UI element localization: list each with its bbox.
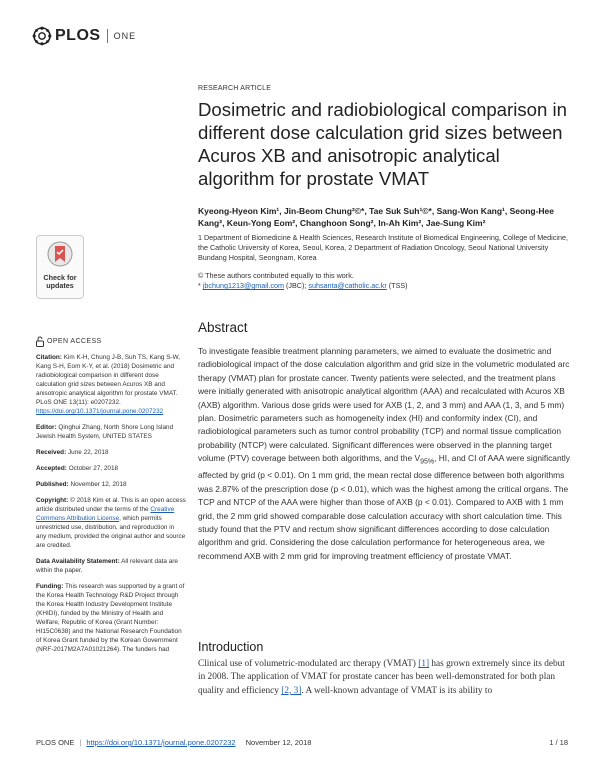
intro-text-part-3: . A well-known advantage of VMAT is its ability to: [301, 685, 493, 696]
accepted-block: [36, 464, 186, 473]
article-title: Dosimetric and radiobiological comparison in different dose calculation grid sizes between Acuros XB and anisotropic analytical algorithm for prostate VMAT: [198, 99, 567, 189]
email-owner-tss: (TSS): [386, 281, 408, 290]
affiliation-1: 1 Department of Biomedicine & Health Sciences, Research Institute of Biomedical Engineering, College of Medicine, the Catholic University of Korea, Seoul, Korea,: [198, 233, 568, 252]
published-label: Published:: [36, 481, 69, 488]
copyright-text: © 2018 Kim et al. This is an open access article distributed under the terms of the: [36, 497, 186, 513]
equal-contribution-note: © These authors contributed equally to this work.: [198, 271, 354, 280]
citation-block: [36, 353, 186, 416]
affiliation-2: 2 Department of Radiation Oncology, Seoul National University Bundang Hospital, Seongnam, Korea: [198, 243, 549, 262]
reference-link-2-3[interactable]: [2, 3]: [281, 685, 302, 696]
abstract-body: [198, 345, 570, 563]
license-link[interactable]: Creative Commons Attribution License: [36, 506, 175, 522]
abstract-heading: Abstract: [198, 320, 248, 335]
editor-label: Editor:: [36, 424, 57, 431]
footer-journal: PLOS ONE: [36, 738, 75, 747]
funding-text: This research was supported by a grant of the Korea Health Technology R&D Project through the Korea Health Industry Development Institute (KHIDI), funded by the Ministry of Health and Welfare, Republic of Korea (Grant Number: HI15C0638) and the National Research Foundation of Korea Grant funded by the Korean Government (NRF-2017M2A7A01021264). The funders had: [36, 583, 185, 653]
journal-brand: PLOS: [55, 27, 101, 44]
open-access-label: [36, 336, 186, 347]
open-lock-icon: [36, 336, 44, 347]
logo-divider: [107, 29, 108, 43]
accepted-date: October 27, 2018: [68, 465, 119, 472]
citation-text: Kim K-H, Chung J-B, Suh TS, Kang S-W, Kang S-H, Eom K-Y, et al. (2018) Dosimetric and radiobiological comparison in different dose calculation grid sizes between Acuros XB and anisotropic analytical algorithm for prostate VMAT. PLoS ONE 13(11): e0207232.: [36, 354, 181, 406]
intro-text-part-2: has grown extremely since its debut in 2008. The application of VMAT for prostate cancer has been well-demonstrated for both plan quality and efficiency: [198, 659, 565, 696]
received-block: [36, 448, 186, 457]
open-access-text: OPEN ACCESS: [47, 338, 102, 345]
correspondence: [198, 281, 568, 291]
v95-subscript: 95%: [420, 458, 435, 466]
funding-block: [36, 582, 186, 654]
data-availability-block: [36, 557, 186, 575]
received-date: June 22, 2018: [67, 449, 109, 456]
article-type: RESEARCH ARTICLE: [198, 85, 272, 92]
abstract-text-part-1: To investigate feasible treatment planning parameters, we aimed to evaluate the dosimetric and radiobiological impact of the dose calculation algorithm and grid size in the volumetric modulated arc therapy (VMAT) plan for prostate cancer. Twenty patients were selected, and the treatment plans were initially generated with anisotropic analytical algorithm (AAA) and recalculated with Acuros XB (AXB) algorithm. Various dose grids were used for AXB (1, 2, and 3 mm) and AAA (1, 3, and 5 mm) plan. Dosimetric parameters such as homogeneity index (HI) and conformity index (CI), and radiobiological parameters such as tumor control probability (TCP) and normal tissue complication probability (NTCP) were calculated. Significant differences were observed in the planning target volume (PTV) coverage between both algorithms, and the V: [198, 346, 570, 464]
footer-doi-link[interactable]: https://doi.org/10.1371/journal.pone.0207232: [86, 738, 236, 747]
email-link-jbc[interactable]: jbchung1213@gmail.com: [202, 281, 285, 290]
journal-name: ONE: [113, 31, 137, 41]
intro-text-part-1: Clinical use of volumetric-modulated arc therapy (VMAT): [198, 659, 419, 669]
editor-text: Qinghui Zhang, North Shore Long Island Jewish Health System, UNITED STATES: [36, 424, 174, 440]
introduction-body: [198, 658, 570, 698]
citation-label: Citation:: [36, 354, 62, 361]
article-info-sidebar: [36, 336, 186, 661]
copyright-text-end: , which permits unrestricted use, distribution, and reproduction in any medium, provided the original author and source are credited.: [36, 515, 186, 549]
page-footer: [36, 738, 568, 747]
check-for-updates-button[interactable]: [36, 235, 84, 299]
published-date: November 12, 2018: [70, 481, 127, 488]
affiliations: [198, 233, 568, 263]
plos-one-logo: [32, 26, 136, 46]
abstract-text-part-2: , HI, and CI of AAA were significantly affected by grid (p < 0.01). On 1 mm grid, the mean rectal dose difference between both algorithms was 2.87% of the prescription dose (p < 0.01), which was the highest among the critical organs. The TCP and NTCP of the AAA were higher than those of AXB (p < 0.01). Compared to AXB with 1 mm grid, the 2 mm grid showed comparable dose calculation accuracy with short calculation time. This study found that the PTV and rectum show significant differences according to dose calculation algorithm and grid. Considering the dose calculation performance for heterogeneous area, we recommend AXB with 2 mm grid for improving treatment efficiency of prostate VMAT.: [198, 453, 570, 561]
copyright-label: Copyright:: [36, 497, 69, 504]
badge-line-1: Check for: [43, 273, 77, 282]
footer-separator: |: [79, 738, 82, 747]
email-link-tss[interactable]: suhsanta@catholic.ac.kr: [308, 281, 387, 290]
data-availability-label: Data Availability Statement:: [36, 558, 120, 565]
accepted-label: Accepted:: [36, 465, 67, 472]
received-label: Received:: [36, 449, 67, 456]
bookmark-check-icon: [47, 241, 73, 267]
author-notes: [198, 271, 568, 291]
data-availability-text: All relevant data are within the paper.: [36, 558, 178, 574]
author-list: Kyeong-Hyeon Kim¹, Jin-Beom Chung²©*, Tae Suk Suh¹©*, Sang-Won Kang¹, Seong-Hee Kang², Keun-Yong Eom², Changhoon Song², In-Ah Kim², Jae-Sung Kim²: [198, 206, 555, 228]
asterisk-mark: *: [198, 281, 203, 290]
copyright-block: [36, 496, 186, 550]
badge-line-2: updates: [46, 281, 74, 290]
email-owner-jbc: (JBC);: [284, 281, 309, 290]
funding-label: Funding:: [36, 583, 64, 590]
page-number: 1 / 18: [549, 738, 568, 747]
editor-block: [36, 423, 186, 441]
introduction-heading: Introduction: [198, 640, 264, 654]
plos-logo-icon: [32, 26, 52, 46]
published-block: [36, 480, 186, 489]
citation-doi-link[interactable]: https://doi.org/10.1371/journal.pone.0207232: [36, 408, 164, 415]
reference-link-1[interactable]: [1]: [418, 659, 430, 669]
footer-date: November 12, 2018: [245, 738, 312, 747]
